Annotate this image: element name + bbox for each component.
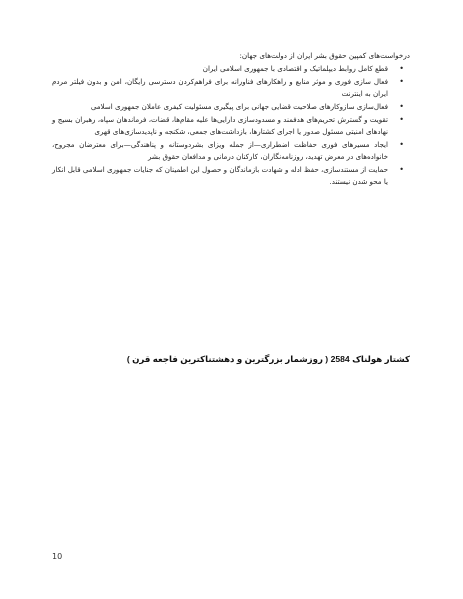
list-item [51,164,404,189]
bullet-icon: • [399,164,404,174]
bullet-icon: • [399,76,404,86]
list-item [52,114,404,139]
demands-list [52,63,410,188]
demand-text: قطع کامل روابط دیپلماتیک و اقتصادی با جمهوری اسلامی ایران [202,64,388,73]
demand-text: فعال سازی فوری و موثر منابع و راهکارهای فناورانه برای فراهم‌کردن دسترسی رایگان، امن و بدون فیلتر مردم ایران به اینترنت [52,76,388,99]
demands-intro: درخواست‌های کمپین حقوق بشر ایران از دولت‌های جهان: [239,51,410,60]
demand-text: ایجاد مسیرهای فوری حفاظت اضطراری—از جمله ویزای بشردوستانه و پناهندگی—برای معترضان مجروح، خانواده‌های در معرض تهدید، روزنامه‌نگاران، کارکنان درمانی و مدافعان حقوق بشر [52,139,388,162]
list-item [52,101,404,113]
list-item [52,63,404,75]
list-item [52,76,404,101]
bullet-icon: • [399,139,404,149]
bullet-icon: • [399,64,404,73]
demand-text: تقویت و گسترش تحریم‌های هدفمند و مسدودسازی دارایی‌ها علیه مقام‌ها، قضات، فرماندهان سپاه، رهبران بسیج و نهادهای امنیتی مسئول صدور یا اجرای کشتارها، بازداشت‌های جمعی، شکنجه و ناپدیدسازی‌های قهری [52,114,388,136]
demand-text: فعال‌سازی سازوکارهای صلاحیت قضایی جهانی برای پیگیری مسئولیت کیفری عاملان جمهوری اسلامی [90,101,388,111]
bullet-icon: • [399,114,404,124]
demand-text: حمایت از مستندسازی، حفظ ادله و شهادت بازماندگان و حصول این اطمینان که جنایات جمهوری اسلامی قابل انکار یا محو شدن نیستند. [51,164,388,187]
bullet-icon: • [399,101,404,111]
list-item [52,139,404,164]
page-number: 10 [52,552,63,561]
section-heading: کشتار هولناک 2584 ( روزشمار بزرگترین و دهشتناکترین فاجعه قرن ) [126,354,410,364]
demands-section [52,50,410,189]
